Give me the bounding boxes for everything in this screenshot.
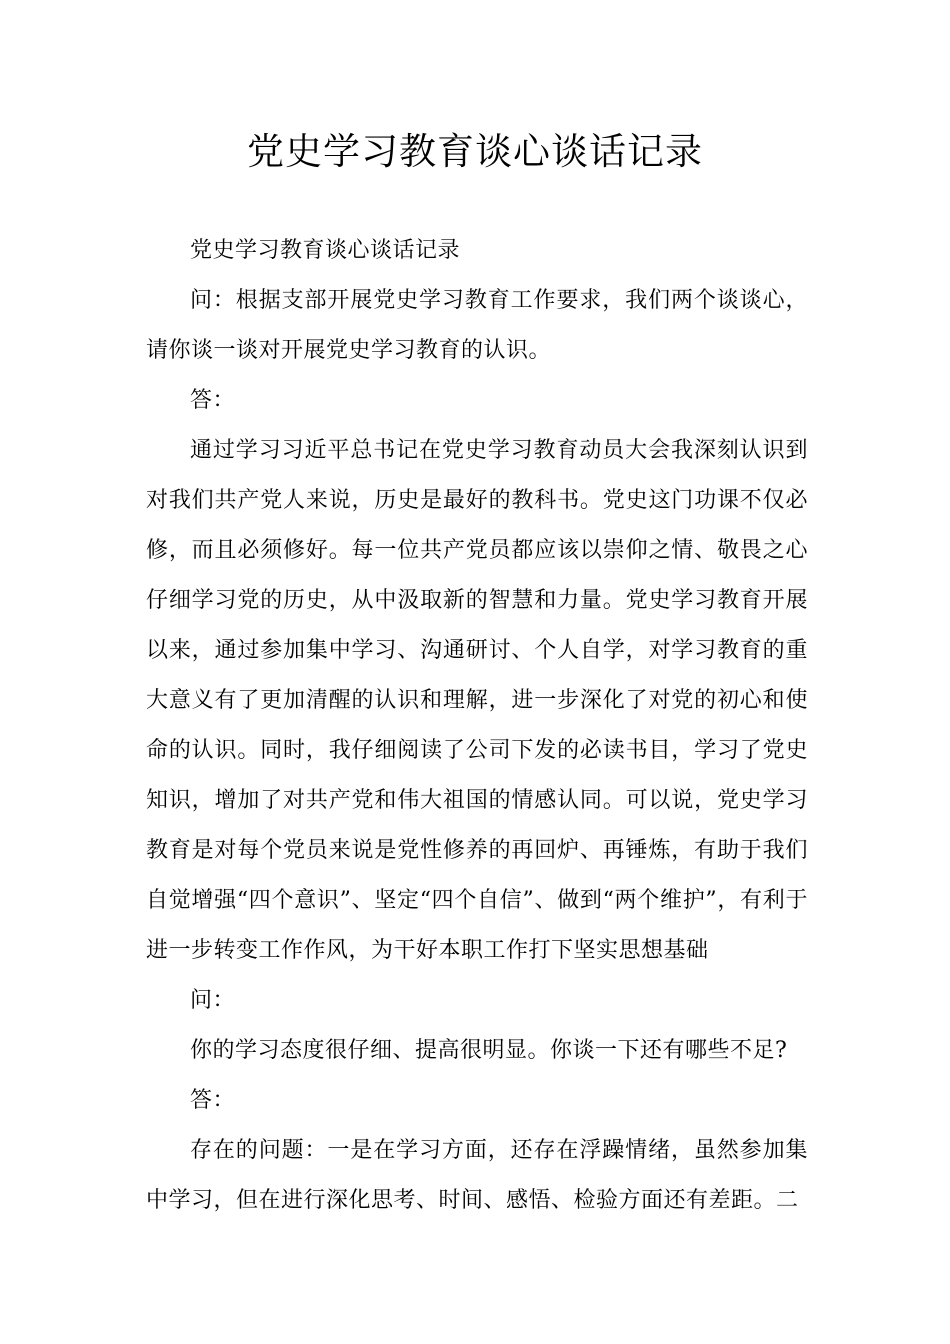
- paragraph-answer-label-2: 答：: [190, 1088, 236, 1113]
- document-title: 党史学习教育谈心谈话记录: [247, 130, 703, 173]
- paragraph-question-2: 你的学习态度很仔细、提高很明显。你谈一下还有哪些不足?: [190, 1038, 788, 1063]
- paragraph-question-1: 问：根据支部开展党史学习教育工作要求，我们两个谈谈心，请你谈一谈对开展党史学习教育的认识。: [146, 288, 808, 363]
- document-body: [146, 226, 808, 1226]
- paragraph-subtitle: 党史学习教育谈心谈话记录: [190, 238, 461, 263]
- paragraph-answer-label-1: 答：: [190, 388, 236, 413]
- paragraph-answer-1: 通过学习习近平总书记在党史学习教育动员大会我深刻认识到对我们共产党人来说，历史是最好的教科书。党史这门功课不仅必修，而且必须修好。每一位共产党员都应该以崇仰之情、敬畏之心仔细学习党的历史，从中汲取新的智慧和力量。党史学习教育开展以来，通过参加集中学习、沟通研讨、个人自学，对学习教育的重大意义有了更加清醒的认识和理解，进一步深化了对党的初心和使命的认识。同时，我仔细阅读了公司下发的必读书目，学习了党史知识，增加了对共产党和伟大祖国的情感认同。可以说，党史学习教育是对每个党员来说是党性修养的再回炉、再锤炼，有助于我们自觉增强“四个意识”、坚定“四个自信”、做到“两个维护”，有利于进一步转变工作作风，为干好本职工作打下坚实思想基础: [146, 438, 808, 963]
- paragraph-question-label-2: 问：: [190, 988, 236, 1013]
- paragraph-answer-2: 存在的问题：一是在学习方面，还存在浮躁情绪，虽然参加集中学习，但在进行深化思考、时间、感悟、检验方面还有差距。二: [146, 1138, 808, 1213]
